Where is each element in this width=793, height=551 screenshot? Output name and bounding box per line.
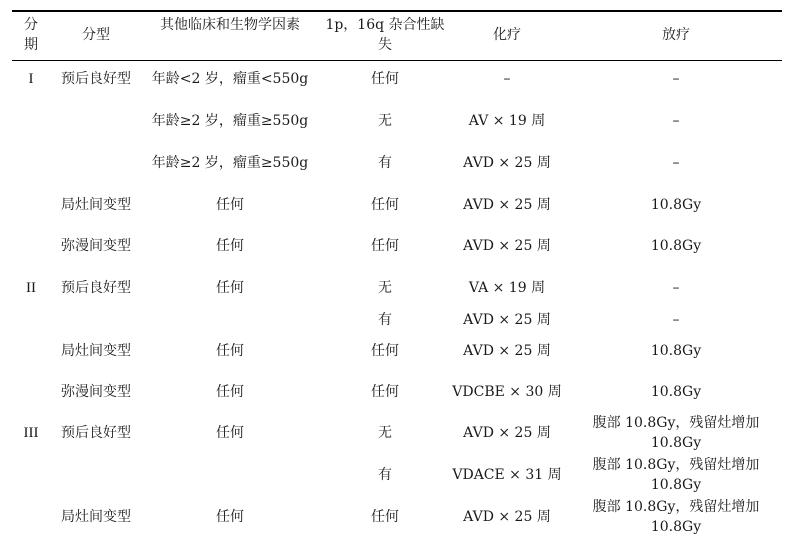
chemo-cell: AVD × 25 周: [463, 155, 551, 171]
factors-cell: 任何: [216, 425, 244, 441]
stage-label: III: [23, 425, 39, 441]
deletion-cell: 有: [378, 467, 392, 483]
chemo-cell: AVD × 25 周: [463, 425, 551, 441]
radio-cell: –: [672, 312, 680, 328]
deletion-cell: 任何: [371, 343, 399, 359]
stage-label: II: [26, 280, 36, 296]
chemo-cell: AVD × 25 周: [463, 343, 551, 359]
deletion-cell: 无: [378, 113, 392, 129]
header-chemo: 化疗: [493, 27, 521, 43]
radio-cell: 腹部 10.8Gy，残留灶增加 10.8Gy: [592, 415, 760, 451]
header-radio: 放疗: [662, 27, 690, 43]
deletion-cell: 有: [378, 312, 392, 328]
type-cell: 预后良好型: [61, 280, 131, 296]
radio-cell: –: [672, 71, 680, 87]
deletion-cell: 无: [378, 280, 392, 296]
radio-cell: 10.8Gy: [650, 197, 702, 213]
type-cell: 预后良好型: [61, 425, 131, 441]
chemo-cell: VDCBE × 30 周: [452, 384, 562, 400]
factors-cell: 任何: [216, 384, 244, 400]
stage-label: I: [28, 71, 34, 87]
deletion-cell: 无: [378, 425, 392, 441]
chemo-cell: AVD × 25 周: [463, 509, 551, 525]
header-bottom-rule: [12, 60, 782, 61]
factors-cell: 年龄<2 岁，瘤重<550g: [151, 71, 309, 87]
radio-cell: 10.8Gy: [650, 343, 702, 359]
chemo-cell: VA × 19 周: [468, 280, 546, 296]
deletion-cell: 任何: [371, 197, 399, 213]
deletion-cell: 任何: [371, 509, 399, 525]
type-cell: 局灶间变型: [61, 509, 131, 525]
radio-cell: 腹部 10.8Gy，残留灶增加 10.8Gy: [592, 457, 760, 493]
radio-cell: 腹部 10.8Gy，残留灶增加 10.8Gy: [592, 499, 760, 535]
radio-cell: 10.8Gy: [650, 384, 702, 400]
radio-cell: –: [672, 155, 680, 171]
radio-cell: –: [672, 280, 680, 296]
chemo-cell: AVD × 25 周: [463, 312, 551, 328]
factors-cell: 任何: [216, 509, 244, 525]
radio-cell: 10.8Gy: [650, 238, 702, 254]
factors-cell: 任何: [216, 280, 244, 296]
table-top-rule: [12, 10, 782, 12]
type-cell: 弥漫间变型: [61, 238, 131, 254]
type-cell: 局灶间变型: [61, 343, 131, 359]
type-cell: 局灶间变型: [61, 197, 131, 213]
chemo-cell: VDACE × 31 周: [452, 467, 562, 483]
chemo-cell: –: [503, 71, 511, 87]
type-cell: 弥漫间变型: [61, 384, 131, 400]
header-factors: 其他临床和生物学因素: [160, 17, 300, 33]
header-type: 分型: [82, 27, 110, 43]
header-stage: 分期: [24, 17, 38, 53]
factors-cell: 年龄≥2 岁，瘤重≥550g: [151, 155, 309, 171]
deletion-cell: 有: [378, 155, 392, 171]
deletion-cell: 任何: [371, 384, 399, 400]
chemo-cell: AV × 19 周: [468, 113, 546, 129]
header-deletion: 1p，16q 杂合性缺失: [325, 17, 445, 53]
factors-cell: 年龄≥2 岁，瘤重≥550g: [151, 113, 309, 129]
radio-cell: –: [672, 113, 680, 129]
deletion-cell: 任何: [371, 238, 399, 254]
chemo-cell: AVD × 25 周: [463, 197, 551, 213]
factors-cell: 任何: [216, 238, 244, 254]
factors-cell: 任何: [216, 197, 244, 213]
deletion-cell: 任何: [371, 71, 399, 87]
type-cell: 预后良好型: [61, 71, 131, 87]
factors-cell: 任何: [216, 343, 244, 359]
chemo-cell: AVD × 25 周: [463, 238, 551, 254]
